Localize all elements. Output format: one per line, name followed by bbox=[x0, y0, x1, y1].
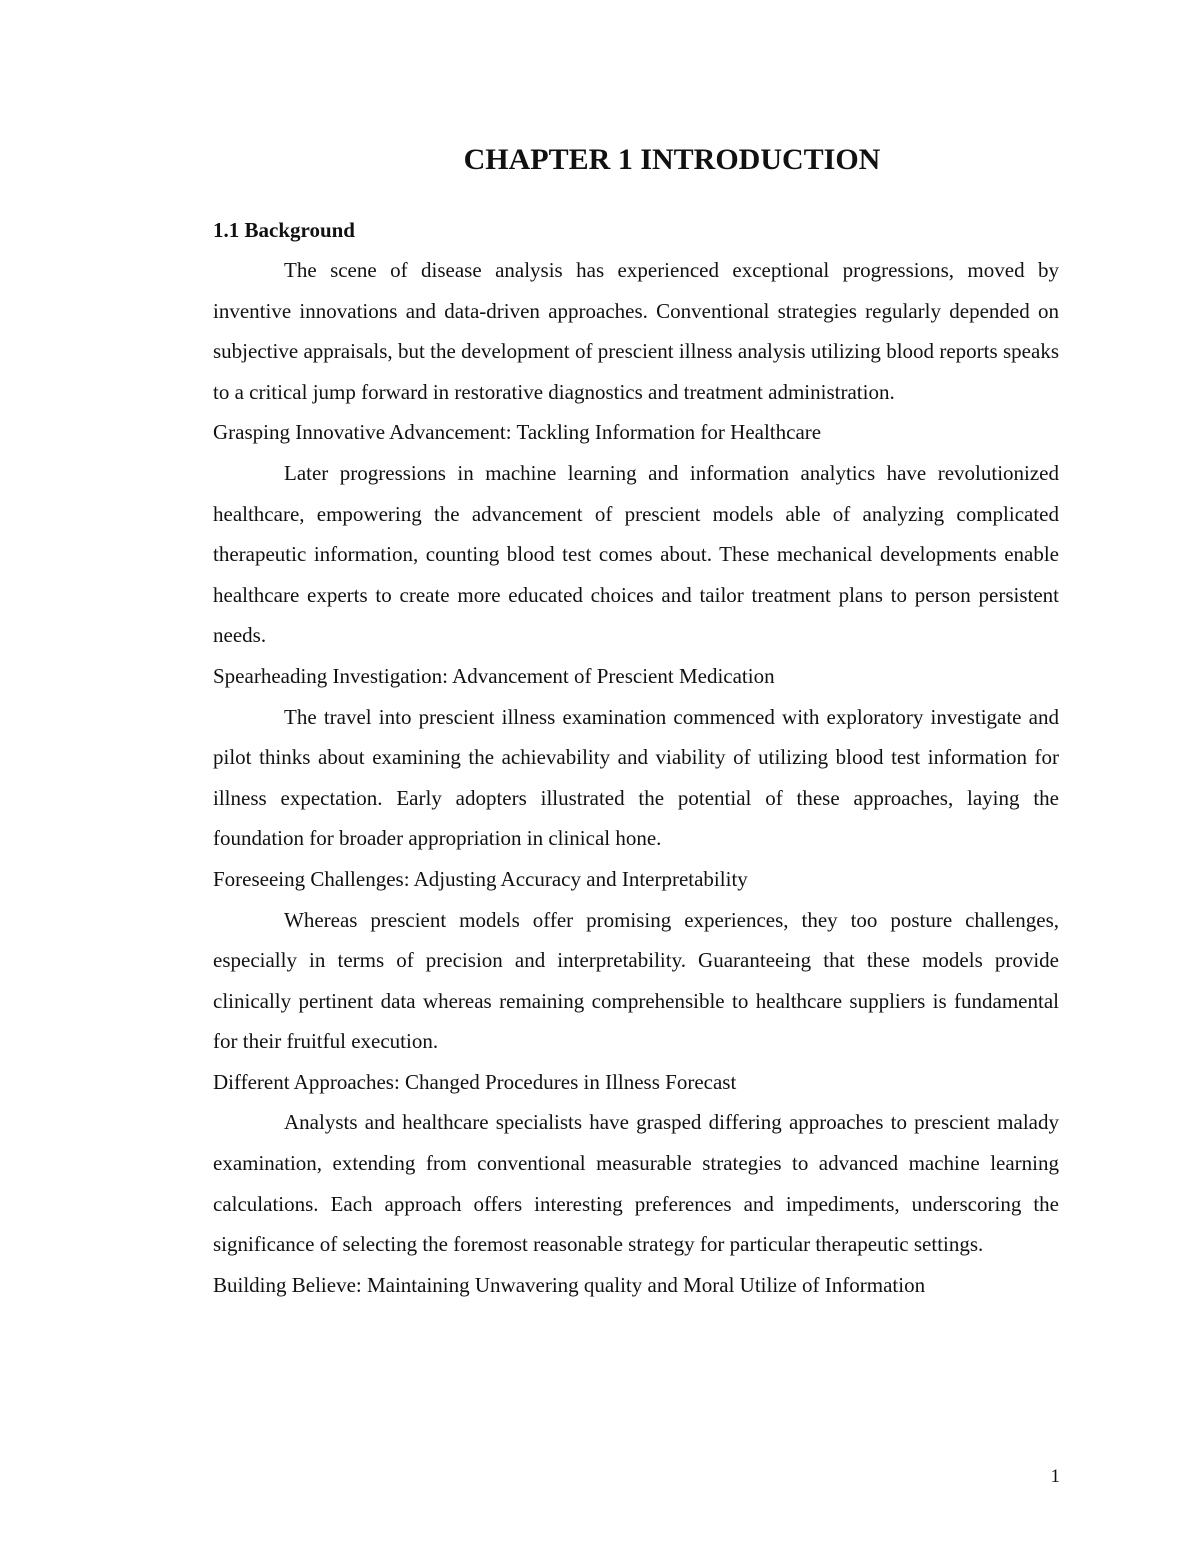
section-heading: 1.1 Background bbox=[213, 218, 355, 242]
paragraph: Later progressions in machine learning and information analytics have revolutionized healthcare, empowering the advancement of prescient models able of analyzing complicated therapeutic information, counting blood test comes about. These mechanical developments enable healthcare experts to create more educated choices and tailor treatment plans to person persistent needs. bbox=[213, 460, 1059, 648]
paragraph: The scene of disease analysis has experienced exceptional progressions, moved by inventive innovations and data-driven approaches. Conventional strategies regularly depended on subjective appraisals, but the development of prescient illness analysis utilizing blood reports speaks to a critical jump forward in restorative diagnostics and treatment administration. bbox=[213, 258, 1059, 404]
body-text bbox=[213, 250, 1059, 1305]
paragraph: Analysts and healthcare specialists have grasped differing approaches to prescient malady examination, extending from conventional measurable strategies to advanced machine learning calculations. Each approach offers interesting preferences and impediments, underscoring the significance of selecting the foremost reasonable strategy for particular therapeutic settings. bbox=[213, 1110, 1059, 1257]
subheading: Grasping Innovative Advancement: Tackling Information for Healthcare bbox=[213, 420, 822, 445]
subheading: Foreseeing Challenges: Adjusting Accuracy and Interpretability bbox=[213, 866, 748, 891]
page-number: 1 bbox=[1050, 1466, 1060, 1487]
paragraph: Whereas prescient models offer promising experiences, they too posture challenges, especially in terms of precision and interpretability. Guaranteeing that these models provide clinically pertinent data whereas remaining comprehensible to healthcare suppliers is fundamental for their fruitful execution. bbox=[213, 907, 1059, 1054]
chapter-title: CHAPTER 1 INTRODUCTION bbox=[463, 143, 881, 176]
paragraph: The travel into prescient illness examination commenced with exploratory investigate and pilot thinks about examining the achievability and viability of utilizing blood test information for illness expectation. Early adopters illustrated the potential of these approaches, laying the foundation for broader appropriation in clinical hone. bbox=[213, 704, 1059, 851]
subheading: Different Approaches: Changed Procedures in Illness Forecast bbox=[213, 1069, 737, 1094]
subheading: Building Believe: Maintaining Unwavering quality and Moral Utilize of Information bbox=[213, 1272, 926, 1297]
subheading: Spearheading Investigation: Advancement of Prescient Medication bbox=[213, 663, 775, 688]
